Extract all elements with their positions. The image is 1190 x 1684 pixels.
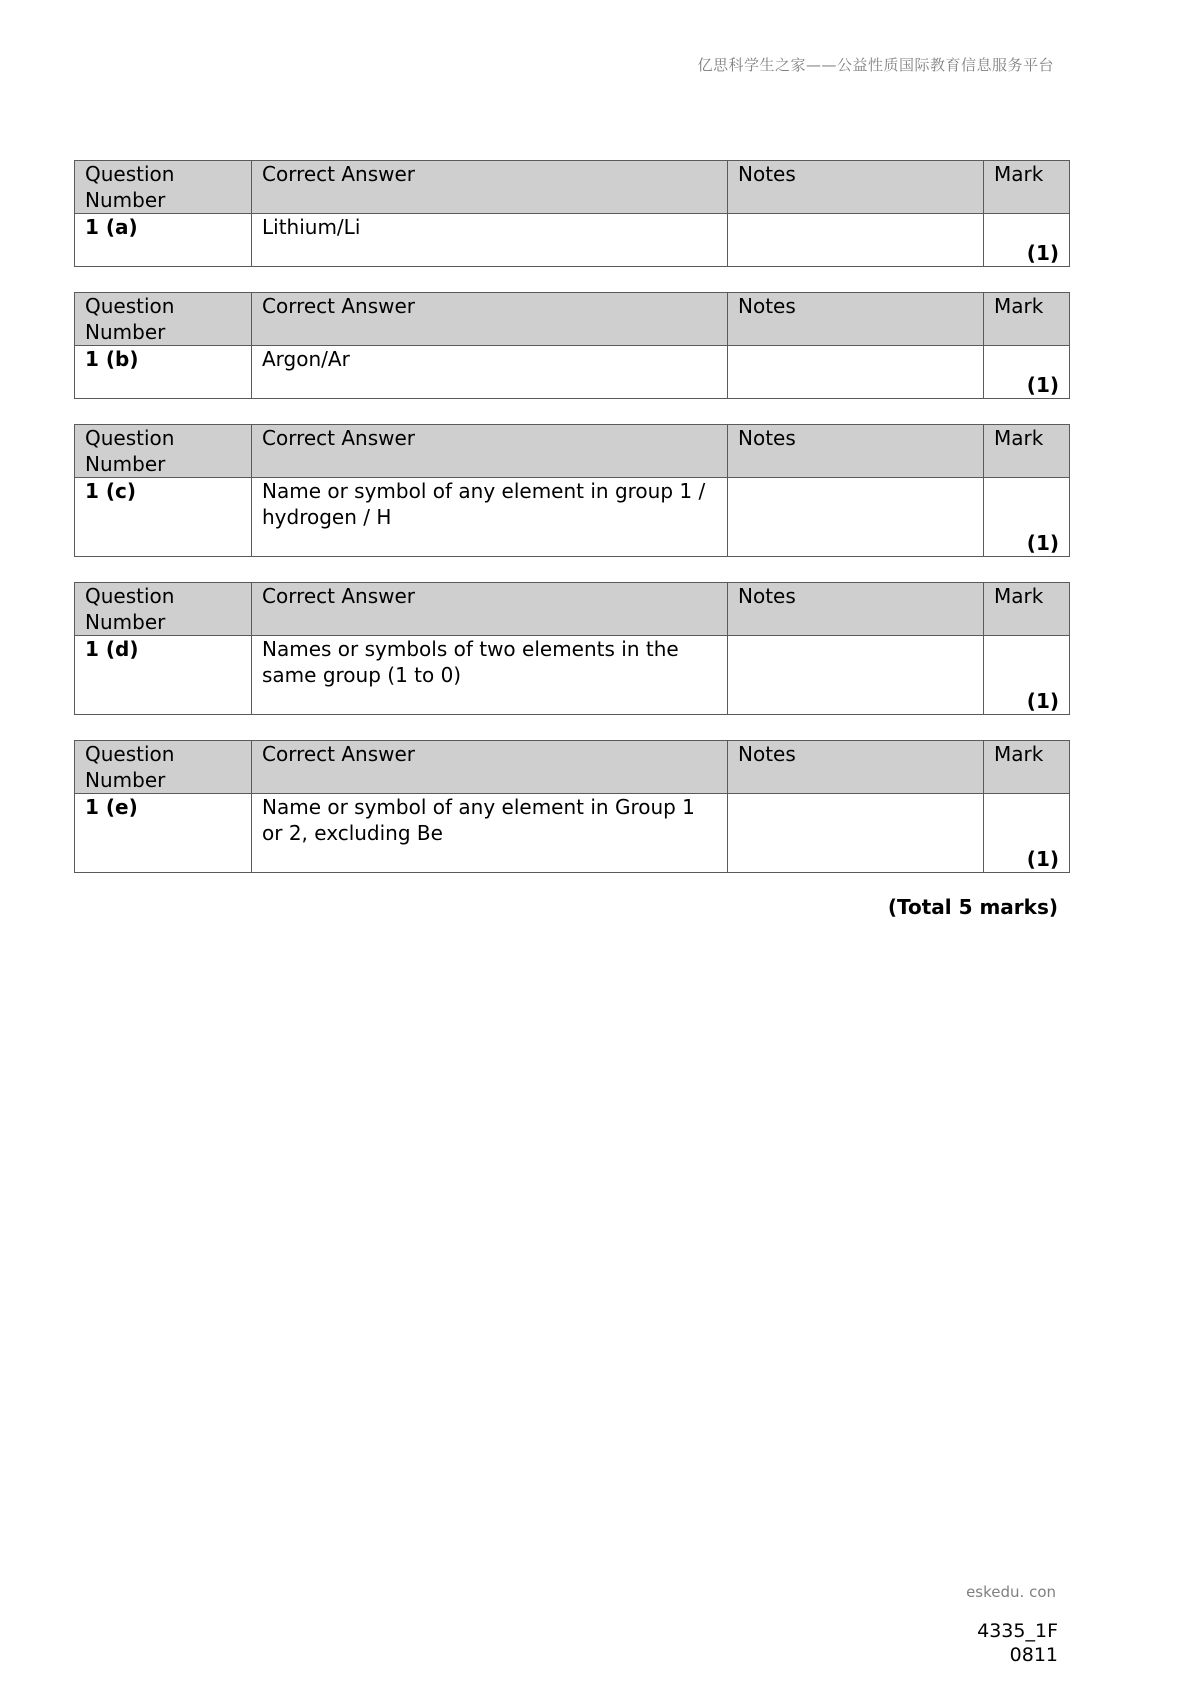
question-table-1b [74, 292, 1070, 399]
total-marks: (Total 5 marks) [887, 895, 1058, 919]
question-table-1d [74, 582, 1070, 715]
table-row [75, 794, 1070, 873]
table-row [75, 636, 1070, 715]
question-number: 1 (a) [75, 214, 252, 267]
table-header-row [75, 741, 1070, 794]
header-mark: Mark [984, 425, 1070, 478]
table-header-row [75, 293, 1070, 346]
question-table-1c [74, 424, 1070, 557]
correct-answer: Names or symbols of two elements in the same group (1 to 0) [252, 636, 728, 715]
header-correct-answer: Correct Answer [252, 293, 728, 346]
question-table-1a [74, 160, 1070, 267]
table-header-row [75, 161, 1070, 214]
table-header-row [75, 425, 1070, 478]
header-notes: Notes [728, 583, 984, 636]
notes [728, 478, 984, 557]
header-notes: Notes [728, 741, 984, 794]
header-question-number: Question Number [75, 583, 252, 636]
table-row [75, 478, 1070, 557]
notes [728, 346, 984, 399]
header-notes: Notes [728, 425, 984, 478]
paper-code-line: 4335_1F [977, 1620, 1058, 1642]
notes [728, 636, 984, 715]
header-question-number: Question Number [75, 741, 252, 794]
mark-value: (1) [1026, 373, 1059, 397]
correct-answer: Name or symbol of any element in Group 1 or 2, excluding Be [252, 794, 728, 873]
mark-scheme [74, 160, 1069, 898]
header-correct-answer: Correct Answer [252, 425, 728, 478]
table-row [75, 214, 1070, 267]
header-mark: Mark [984, 161, 1070, 214]
question-number: 1 (e) [75, 794, 252, 873]
header-correct-answer: Correct Answer [252, 161, 728, 214]
header-mark: Mark [984, 741, 1070, 794]
correct-answer: Name or symbol of any element in group 1 / hydrogen / H [252, 478, 728, 557]
mark-value: (1) [1026, 241, 1059, 265]
question-number: 1 (b) [75, 346, 252, 399]
mark-cell [984, 478, 1070, 557]
mark-cell [984, 346, 1070, 399]
question-number: 1 (d) [75, 636, 252, 715]
mark-value: (1) [1026, 531, 1059, 555]
table-header-row [75, 583, 1070, 636]
header-mark: Mark [984, 293, 1070, 346]
header-notes: Notes [728, 161, 984, 214]
mark-value: (1) [1026, 847, 1059, 871]
question-number: 1 (c) [75, 478, 252, 557]
table-row [75, 346, 1070, 399]
paper-code [977, 1619, 1058, 1667]
correct-answer: Lithium/Li [252, 214, 728, 267]
header-notes: Notes [728, 293, 984, 346]
mark-cell [984, 214, 1070, 267]
header-question-number: Question Number [75, 161, 252, 214]
header-correct-answer: Correct Answer [252, 583, 728, 636]
mark-value: (1) [1026, 689, 1059, 713]
header-correct-answer: Correct Answer [252, 741, 728, 794]
header-question-number: Question Number [75, 425, 252, 478]
notes [728, 214, 984, 267]
mark-cell [984, 794, 1070, 873]
notes [728, 794, 984, 873]
correct-answer: Argon/Ar [252, 346, 728, 399]
header-question-number: Question Number [75, 293, 252, 346]
header-note: 亿思科学生之家——公益性质国际教育信息服务平台 [697, 56, 1054, 74]
footer-site: eskedu. con [966, 1583, 1056, 1601]
paper-date-line: 0811 [1009, 1644, 1058, 1666]
header-mark: Mark [984, 583, 1070, 636]
question-table-1e [74, 740, 1070, 873]
mark-cell [984, 636, 1070, 715]
